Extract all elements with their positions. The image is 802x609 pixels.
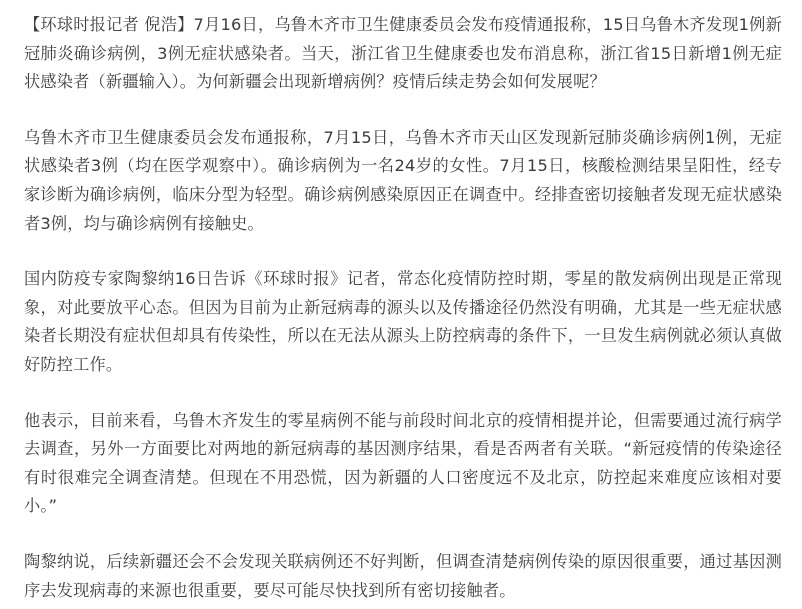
article-paragraph-comparison: 他表示，目前来看，乌鲁木齐发生的零星病例不能与前段时间北京的疫情相提并论，但需要通过流行病学去调查，另外一方面要比对两地的新冠病毒的基因测序结果，看是否两者有关联。“新冠疫情的传染途径有时很难完全调查清楚。但现在不用恐慌，因为新疆的人口密度远不及北京，防控起来难度应该相对要小。” — [24, 410, 782, 516]
article-paragraph-outlook: 陶黎纳说，后续新疆还会不会发现关联病例还不好判断，但调查清楚病例传染的原因很重要，通过基因测序去发现病毒的来源也很重要，要尽可能尽快找到所有密切接触者。 — [24, 551, 782, 600]
article-body — [24, 11, 782, 605]
article-paragraph-notice: 乌鲁木齐市卫生健康委员会发布通报称，7月15日，乌鲁木齐市天山区发现新冠肺炎确诊病例1例，无症状感染者3例（均在医学观察中）。确诊病例为一名24岁的女性。7月15日，核酸检测结果呈阳性，经专家诊断为确诊病例，临床分型为轻型。确诊病例感染原因正在调查中。经排查密切接触者发现无症状感染者3例，均与确诊病例有接触史。 — [24, 127, 782, 233]
article-paragraph-expert-view: 国内防疫专家陶黎纳16日告诉《环球时报》记者，常态化疫情防控时期，零星的散发病例出现是正常现象，对此要放平心态。但因为目前为止新冠病毒的源头以及传播途径仍然没有明确，尤其是一些无症状感染者长期没有症状但却具有传染性，所以在无法从源头上防控病毒的条件下，一旦发生病例就必须认真做好防控工作。 — [24, 269, 782, 374]
article-paragraph-lead: 【环球时报记者 倪浩】7月16日，乌鲁木齐市卫生健康委员会发布疫情通报称，15日乌鲁木齐发现1例新冠肺炎确诊病例，3例无症状感染者。当天，浙江省卫生健康委也发布消息称，浙江省15日新增1例无症状感染者（新疆输入）。为何新疆会出现新增病例？疫情后续走势会如何发展呢？ — [24, 15, 782, 92]
